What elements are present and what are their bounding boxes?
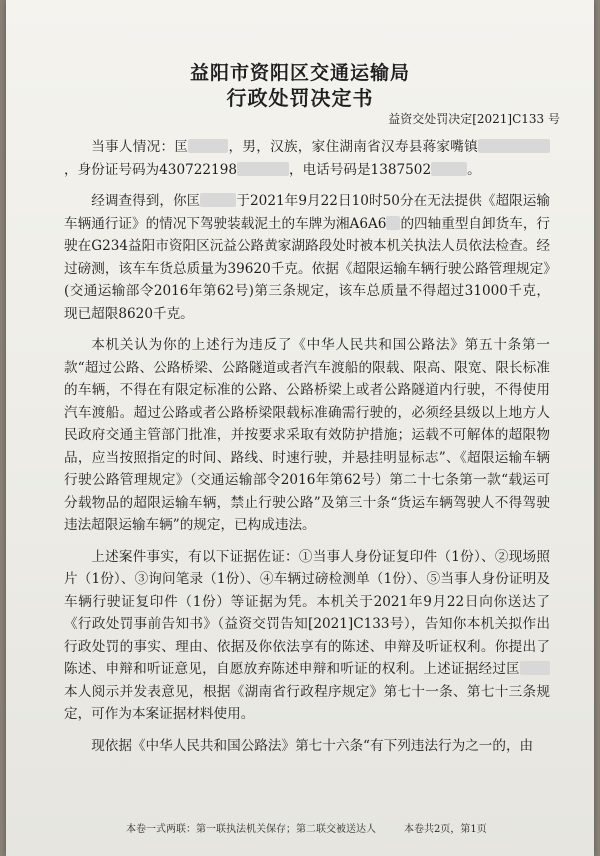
redaction-block — [386, 216, 400, 230]
violation-paragraph: 本机关认为你的上述行为违反了《中华人民共和国公路法》第五十条第一款“超过公路、公路桥梁、公路隧道或者汽车渡船的限载、限高、限宽、限长标准的车辆，不得在有限定标准的公路、公路桥梁上或者公路隧道内行驶，不得使用汽车渡船。超过公路或者公路桥梁限载标准确需行驶的，必须经县级以上地方人民政府交通主管部门批准，并按要求采取有效防护措施；运载不可解体的超限物品，应当按照指定的时间、路线、时速行驶，并悬挂明显标志”、《超限运输车辆行驶公路管理规定》（交通运输部令2016年第62号）第二十七条第一款“载运可分载物品的超限运输车辆，禁止行驶公路”及第三十条“货运车辆驾驶人不得驾驶违法超限运输车辆”的规定，已构成违法。 — [64, 337, 550, 533]
document-number: 益资交处罚决定[2021]C133 号 — [388, 112, 560, 126]
document-title: 行政处罚决定书 — [226, 86, 374, 110]
redaction-block — [237, 162, 289, 176]
redaction-block — [478, 139, 550, 153]
document-page — [6, 0, 594, 856]
redaction-block — [431, 162, 467, 176]
redaction-block — [188, 139, 228, 153]
redaction-block — [520, 661, 550, 675]
basis-paragraph: 现依据《中华人民共和国公路法》第七十六条“有下列违法行为之一的，由 — [91, 737, 534, 754]
page-number: 本卷共2页，第1页 — [404, 824, 487, 835]
issuer-title: 益阳市资阳区交通运输局 — [189, 62, 410, 84]
document-body — [64, 136, 550, 757]
copy-note: 本卷一式两联：第一联执法机关保存；第二联交被送达人 — [126, 824, 376, 835]
investigation-paragraph: 经调查得到，你匡 于2021年9月22日10时50分在无法提供《超限运输车辆通行证》的情况下驾驶装载泥土的车牌为湘A6A6 的四轴重型自卸货车，行驶在G234益阳市资阳区沅益公路黄家湖路段处时被本机关执法人员依法检查。经过磅测，该车车货总质量为39620千克。依据《超限运输车辆行驶公路管理规定》(交通运输部令2016年第62号)第三条规定，该车总质量不得超过31000千克，现已超限8620千克。 — [64, 193, 551, 322]
party-info-paragraph: 当事人情况：匡 ，男，汉族，家住湖南省汉寿县蒋家嘴镇，身份证号码为430722198 ，电话号码是1387502 。 — [64, 136, 550, 181]
redaction-block — [200, 193, 236, 207]
evidence-paragraph: 上述案件事实，有以下证据佐证：①当事人身份证复印件（1份）、②现场照片（1份）、③询问笔录（1份）、④车辆过磅检测单（1份）、⑤当事人身份证明及车辆行驶证复印件（1份）等证据为凭。本机关于2021年9月22日向你送达了《行政处罚事前告知书》（益资交罚告知[2021]C133号），告知你本机关拟作出行政处罚的事实、理由、依据及你依法享有的陈述、申辩及听证权利。你提出了陈述、申辩和听证意见，自愿放弃陈述申辩和听证的权利。上述证据经过匡本人阅示并发表意见，根据《湖南省行政程序规定》第七十一条、第七十三条规定，可作为本案证据材料使用。 — [64, 548, 550, 722]
